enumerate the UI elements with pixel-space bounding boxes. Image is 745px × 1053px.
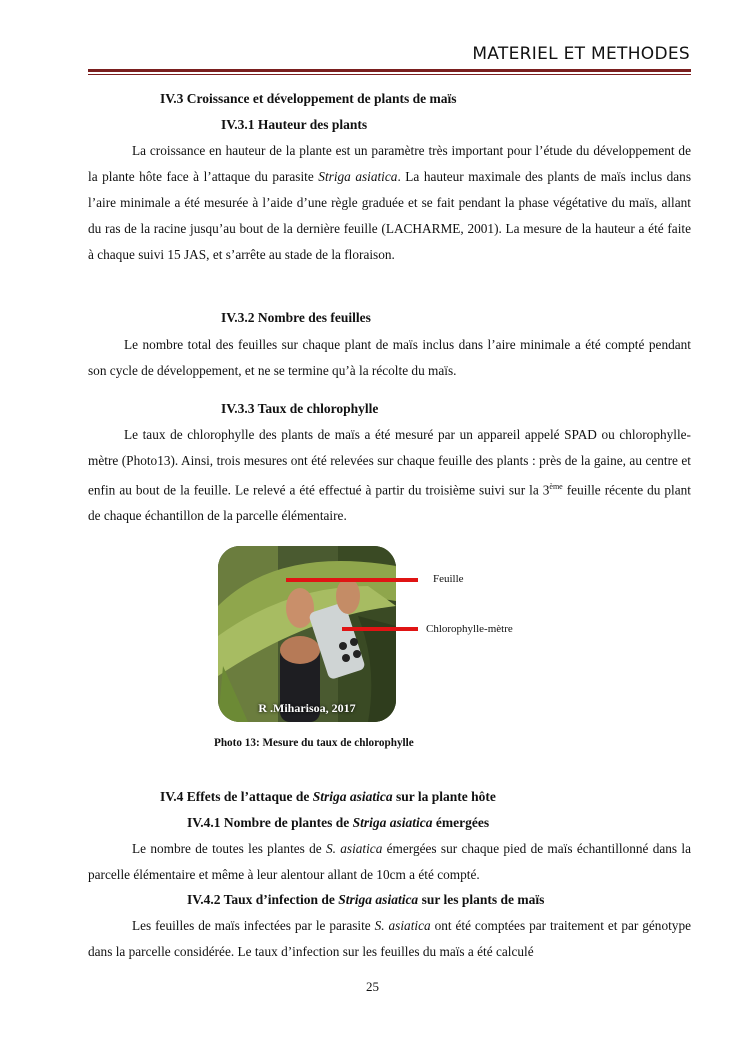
figure-caption: Photo 13: Mesure du taux de chlorophylle <box>214 737 414 749</box>
superscript: ème <box>549 482 563 491</box>
heading-iv4-1 <box>187 815 489 831</box>
label-feuille: Feuille <box>433 573 464 585</box>
paragraph-chlorophylle <box>88 422 691 529</box>
page-number: 25 <box>366 979 379 994</box>
paragraph-text: émergées sur chaque pied de maïs échantillonné dans la parcelle élémentaire et même à leur alentour allant de 10cm a été compté. <box>88 841 691 882</box>
paragraph-text: ont été comptées par traitement et par génotype dans la parcelle considérée. Le taux d’infection sur les feuilles du maïs a été calculé <box>88 918 691 959</box>
paragraph-text: feuille récente du plant de chaque échantillon de la parcelle élémentaire. <box>88 482 691 524</box>
heading-text: IV.4 Effets de l’attaque de <box>160 789 313 804</box>
paragraph-text: Le nombre de toutes les plantes de <box>132 841 326 856</box>
heading-iv3-1: IV.3.1 Hauteur des plants <box>221 117 368 132</box>
heading-text: émergées <box>432 815 490 830</box>
header-rule-thin <box>88 74 691 75</box>
species-name: Striga asiatica <box>338 892 419 907</box>
species-name: S. asiatica <box>325 841 383 856</box>
photo-credit: R .Miharisoa, 2017 <box>258 701 356 715</box>
photo-chlorophyll-measurement <box>218 546 396 722</box>
species-name: S. asiatica <box>374 918 431 933</box>
paragraph-striga-emergees <box>88 836 691 888</box>
heading-iv4 <box>160 789 496 805</box>
paragraph-taux-infection <box>88 913 691 965</box>
paragraph-text: La croissance en hauteur de la plante est un paramètre très important pour l’étude du développement de la plante hôte face à l’attaque du parasite <box>88 143 691 184</box>
heading-text: IV.4.2 Taux d’infection de <box>187 892 339 907</box>
heading-text: sur les plants de maïs <box>418 892 545 907</box>
paragraph-hauteur <box>88 138 691 268</box>
paragraph-feuilles: Le nombre total des feuilles sur chaque plant de maïs inclus dans l’aire minimale a été compté pendant son cycle de développement, et ne se termine qu’à la récolte du maïs. <box>88 337 691 378</box>
paragraph-text: Le taux de chlorophylle des plants de maïs a été mesuré par un appareil appelé SPAD ou chlorophylle-mètre (Photo13). Ainsi, trois mesures ont été relevées sur chaque feuille des plants : près de la gaine, au centre et enfin au bout de la feuille. Le relevé a été effectué à partir du troisième suivi sur la 3 <box>88 427 691 498</box>
arrow-chlorophyllemetre <box>342 627 418 631</box>
photo-illustration <box>218 546 396 722</box>
header-rule-thick <box>88 69 691 72</box>
heading-text: sur la plante hôte <box>392 789 496 804</box>
page-header-title: MATERIEL ET METHODES <box>472 44 690 64</box>
species-name: Striga asiatica <box>312 789 393 804</box>
heading-text: IV.4.1 Nombre de plantes de <box>187 815 353 830</box>
paragraph-text: . La hauteur maximale des plants de maïs inclus dans l’aire minimale a été mesurée à l’aide d’une règle graduée et se fait pendant la phase végétative du maïs, allant du ras de la racine jusqu’au bout de la dernière feuille (LACHARME, 2001). La mesure de la hauteur a été faite à chaque suivi 15 JAS, et s’arrête au stade de la floraison. <box>88 169 692 262</box>
heading-iv4-2 <box>187 892 544 908</box>
heading-iv3-2: IV.3.2 Nombre des feuilles <box>221 310 371 325</box>
label-chlorophyllemetre: Chlorophylle-mètre <box>426 623 513 635</box>
heading-iv3-3: IV.3.3 Taux de chlorophylle <box>221 401 379 416</box>
heading-iv3: IV.3 Croissance et développement de plants de maïs <box>160 91 457 106</box>
species-name: Striga asiatica <box>352 815 433 830</box>
arrow-feuille <box>286 578 418 582</box>
paragraph-text: Les feuilles de maïs infectées par le parasite <box>132 918 375 933</box>
species-name: Striga asiatica <box>318 169 398 184</box>
